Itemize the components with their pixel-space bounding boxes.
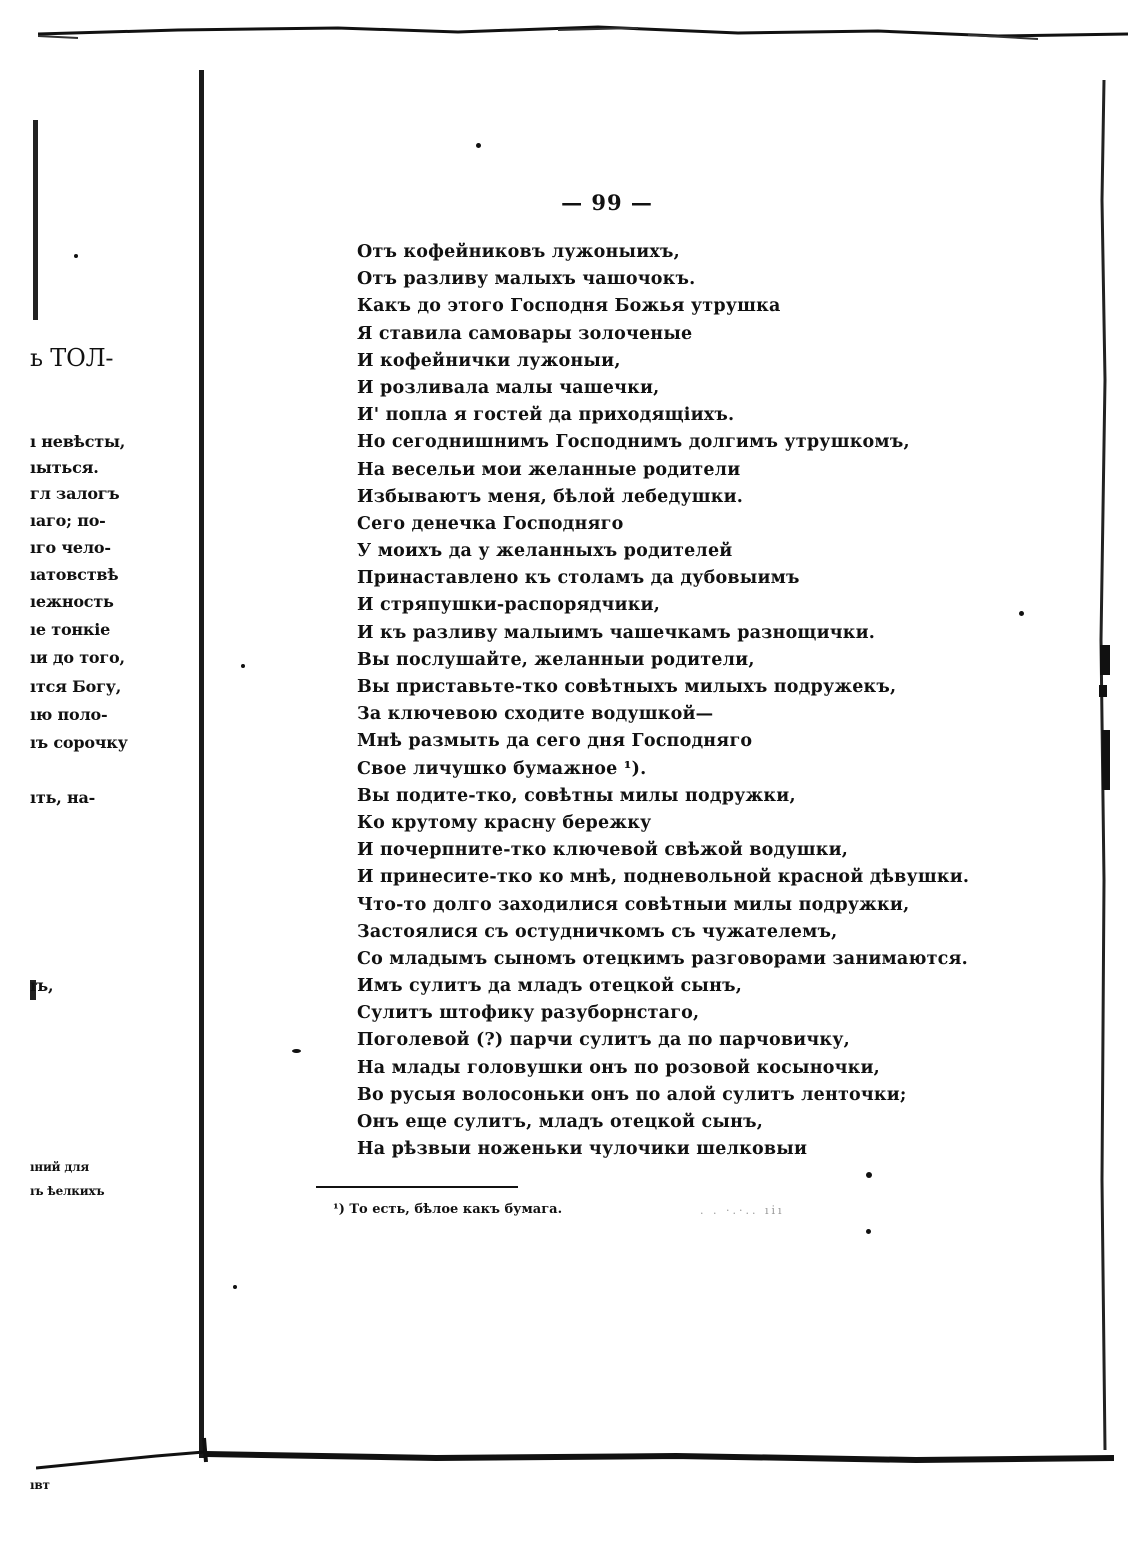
left-page-line: ıъ, (30, 976, 54, 995)
verse-line: Онъ еще сулитъ, младъ отецкой сынъ, (357, 1112, 764, 1132)
verse-line: На весельи мои желанные родители (357, 459, 741, 480)
verse-line: Какъ до этого Господня Божья утрушка (357, 296, 781, 317)
left-page-line: ıыться. (30, 458, 99, 477)
left-page-line: ıю поло- (30, 705, 108, 724)
speck (476, 143, 481, 148)
verse-line: На млады головушки онъ по розовой косыночки, (357, 1057, 880, 1078)
verse-line: И почерпните-тко ключевой свѣжой водушки, (357, 840, 849, 861)
left-margin-mark (33, 120, 38, 320)
left-page-line: ıтся Богу, (30, 677, 122, 696)
verse-line: Поголевой (?) парчи сулитъ да по парчовичку, (357, 1030, 850, 1051)
verse-line: И розливала малы чашечки, (357, 377, 660, 398)
speck (1019, 611, 1024, 616)
verse-line: Ко крутому красну бережку (357, 812, 652, 833)
verse-line: Вы подите-тко, совѣтны милы подружки, (357, 785, 796, 806)
verse-line: Вы приставьте-тко совѣтныхъ милыхъ подружекъ, (357, 677, 897, 697)
verse-line: Сулитъ штофику разуборнстаго, (357, 1003, 700, 1024)
left-page-heading: ь ТОЛ- (30, 344, 114, 372)
page-gutter-line (199, 70, 204, 1458)
verse-line: Сего денечка Господняго (357, 513, 624, 534)
left-page-line: ıвт (30, 1478, 50, 1492)
speck (866, 1229, 871, 1234)
verse-line: Мнѣ размыть да сего дня Господняго (357, 731, 753, 752)
left-page-line: ıть, на- (30, 788, 96, 807)
faint-bleed-through: . . ·.·.. ıı̇ı (700, 1204, 785, 1217)
page-top-edge (38, 24, 1128, 42)
verse-line: Отъ кофейниковъ лужоныихъ, (357, 242, 680, 262)
page-number: — 99 — (561, 190, 653, 215)
left-page-line: ıъ ѣелкихъ (30, 1184, 105, 1198)
verse-line: Я ставила самовары золоченые (357, 323, 693, 344)
left-page-line: ıежность (30, 592, 114, 611)
speck (233, 1285, 237, 1289)
speck (74, 254, 78, 258)
left-page-line: ı невѣсты, (30, 432, 126, 451)
verse-line: И стряпушки-распорядчики, (357, 595, 661, 616)
verse-line: Отъ разливу малыхъ чашочокъ. (357, 269, 696, 290)
verse-line: Свое личушко бумажное ¹). (357, 758, 647, 779)
footnote: ¹) То есть, бѣлое какъ бумага. (333, 1202, 563, 1217)
left-page-line: ıи до того, (30, 648, 125, 667)
left-page-line: ıе тонкіе (30, 620, 111, 639)
verse-line: И кофейнички лужоныи, (357, 350, 621, 371)
verse-line: И къ разливу малыимъ чашечкамъ разнощички. (357, 622, 876, 643)
verse-line: И принесите-тко ко мнѣ, подневольной красной дѣвушки. (357, 867, 970, 888)
speck (241, 664, 245, 668)
left-page-line: ıго чело- (30, 538, 111, 557)
verse-line: За ключевою сходите водушкой— (357, 704, 714, 725)
verse-line: И' попла я гостей да приходящіихъ. (357, 405, 735, 426)
verse-line: Застоялися съ остудничкомъ съ чужателемъ, (357, 921, 838, 942)
verse-text (357, 239, 969, 1163)
verse-line: Но сегоднишнимъ Господнимъ долгимъ утрушкомъ, (357, 432, 910, 453)
verse-line: Со младымъ сыномъ отецкимъ разговорами занимаются. (357, 948, 968, 969)
footnote-rule (316, 1186, 518, 1188)
left-page-line: ıатовствѣ (30, 565, 119, 584)
verse-line: Вы послушайте, желанныи родители, (357, 649, 755, 670)
left-page-line: гл залогъ (30, 484, 120, 503)
left-page-line: ıний для (30, 1160, 90, 1174)
verse-line: Имъ сулитъ да младъ отецкой сынъ, (357, 976, 743, 997)
verse-line: Во русыя волосоньки онъ по алой сулитъ ленточки; (357, 1084, 907, 1105)
verse-line: Принаставлено къ столамъ да дубовыимъ (357, 568, 800, 589)
verse-line: На рѣзвыи ноженьки чулочики шелковыи (357, 1139, 808, 1160)
speck (292, 1049, 301, 1053)
page-bottom-edge (36, 1432, 1114, 1472)
page-right-edge (1096, 80, 1110, 1450)
verse-line: У моихъ да у желанныхъ родителей (357, 541, 733, 562)
verse-line: Что-то долго заходилися совѣтныи милы подружки, (357, 894, 910, 915)
speck (866, 1172, 872, 1178)
left-page-line: ıъ сорочку (30, 733, 128, 752)
left-page-line: ıаго; по- (30, 511, 106, 530)
verse-line: Избываютъ меня, бѣлой лебедушки. (357, 486, 744, 507)
